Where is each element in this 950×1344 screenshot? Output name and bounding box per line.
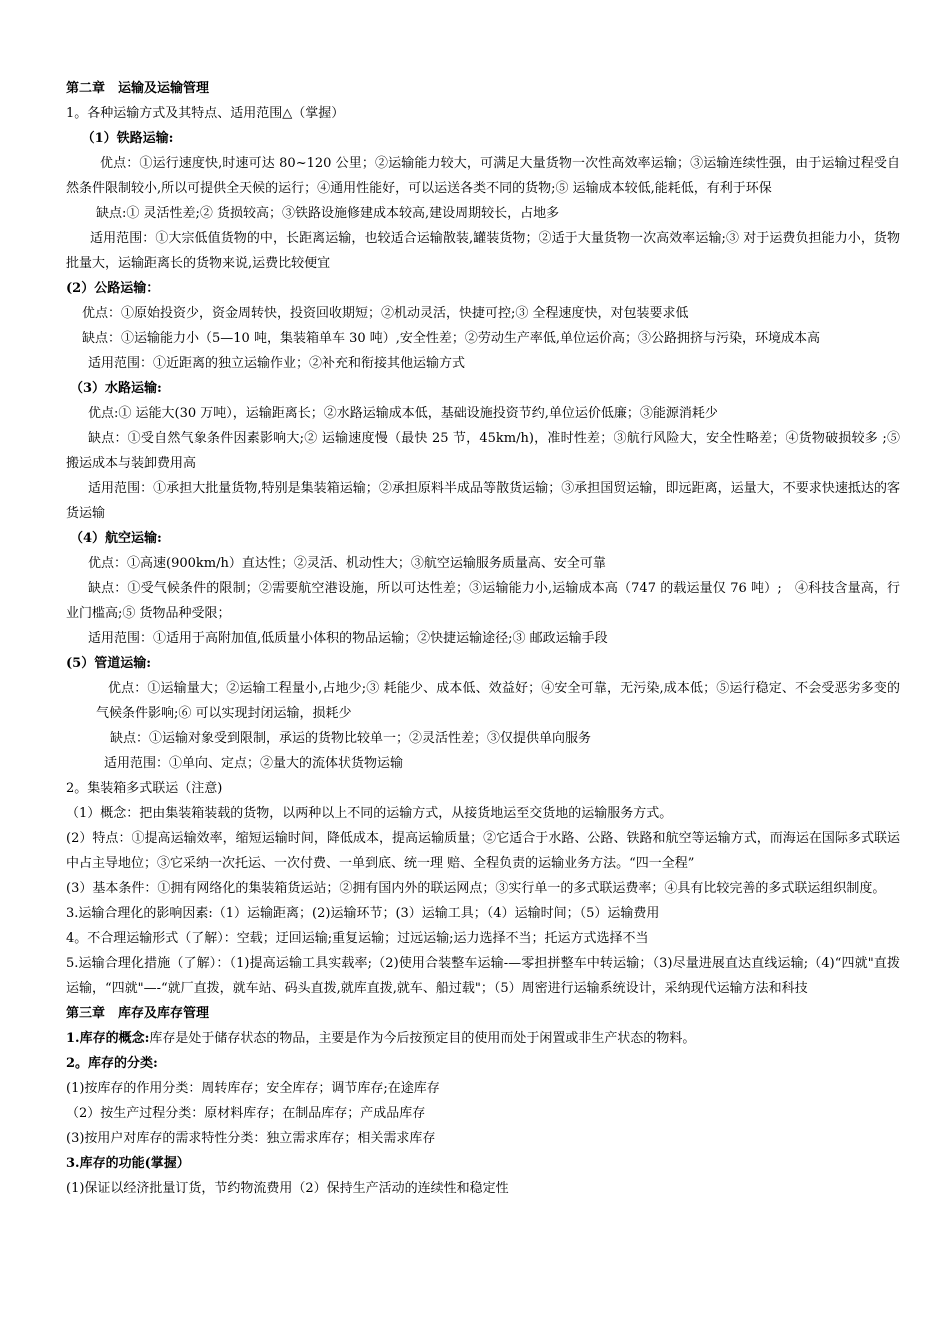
chapter-3-title: 第三章 库存及库存管理 xyxy=(66,1006,210,1021)
section-2-5: 5.运输合理化措施（了解）：（1)提高运输工具实载率;（2)使用合装整车运输-—零担拼整车中转运输；（3)尽量进展直达直线运输;（4)“四就"直拨运输，“四就"—-“就厂直拨，就车站、码头直拨,就库直拨,就车、船过载"；（5）周密进行运输系统设计，采纳现代运输方法和科技 xyxy=(66,956,900,996)
water-disadvantages: 缺点：①受自然气象条件因素影响大;② 运输速度慢（最快 25 节，45km/h)，准时性差；③航行风险大，安全性略差；④货物破损较多 ;⑤ 搬运成本与装卸费用高 xyxy=(66,431,900,471)
section-2-2-title: 2。集装箱多式联运（注意) xyxy=(66,781,223,796)
pipe-scope: 适用范围：①单向、定点；②量大的流体状货物运输 xyxy=(104,756,404,771)
water-heading: （3）水路运输: xyxy=(70,381,162,396)
document-page xyxy=(66,76,900,1201)
chapter-2-title: 第二章 运输及运输管理 xyxy=(66,81,210,96)
inventory-class-c: (3)按用户对库存的需求特性分类：独立需求库存；相关需求库存 xyxy=(66,1131,436,1146)
pipe-disadvantages: 缺点：①运输对象受到限制，承运的货物比较单一；②灵活性差；③仅提供单向服务 xyxy=(110,731,592,746)
pipe-advantages: 优点：①运输量大；②运输工程量小,占地少;③ 耗能少、成本低、效益好；④安全可靠，无污染,成本低；⑤运行稳定、不会受恶劣多变的气候条件影响;⑥ 可以实现封闭运输，损耗少 xyxy=(96,681,900,721)
road-advantages: 优点：①原始投资少，资金周转快，投资回收期短；②机动灵活，快捷可控;③ 全程速度快，对包装要求低 xyxy=(82,306,689,321)
section-3-3-title: 3.库存的功能(掌握） xyxy=(66,1156,190,1171)
section-2-1-title: 1。各种运输方式及其特点、适用范围△（掌握） xyxy=(66,106,345,121)
water-advantages: 优点:① 运能大(30 万吨），运输距离长；②水路运输成本低，基础设施投资节约,单位运价低廉；③能源消耗少 xyxy=(88,406,718,421)
rail-disadvantages: 缺点:① 灵活性差;② 货损较高；③铁路设施修建成本较高,建设周期较长，占地多 xyxy=(96,206,560,221)
road-scope: 适用范围：①近距离的独立运输作业；②补充和衔接其他运输方式 xyxy=(88,356,466,371)
inventory-class-a: (1)按库存的作用分类：周转库存；安全库存；调节库存;在途库存 xyxy=(66,1081,440,1096)
inventory-function-a: (1)保证以经济批量订货，节约物流费用（2）保持生产活动的连续性和稳定性 xyxy=(66,1181,509,1196)
multimodal-concept: （1）概念：把由集装箱装载的货物，以两种以上不同的运输方式，从接货地运至交货地的运输服务方式。 xyxy=(66,806,673,821)
section-2-3: 3.运输合理化的影响因素:（1）运输距离；(2)运输环节；(3）运输工具；（4）运输时间；（5）运输费用 xyxy=(66,906,660,921)
rail-heading: （1）铁路运输: xyxy=(81,131,174,146)
pipe-heading: (5）管道运输: xyxy=(66,656,151,671)
section-3-2-title: 2。库存的分类: xyxy=(66,1056,158,1071)
multimodal-conditions: (3）基本条件：①拥有网络化的集装箱货运站；②拥有国内外的联运网点；③实行单一的多式联运费率；④具有比较完善的多式联运组织制度。 xyxy=(66,881,886,896)
air-disadvantages: 缺点：①受气候条件的限制；②需要航空港设施，所以可达性差；③运输能力小,运输成本高（747 的载运量仅 76 吨）; ④科技含量高，行业门槛高;⑤ 货物品种受限； xyxy=(66,581,900,621)
air-heading: （4）航空运输: xyxy=(70,531,162,546)
section-3-1-text: 库存是处于储存状态的物品，主要是作为今后按预定目的使用而处于闲置或非生产状态的物料。 xyxy=(149,1031,696,1046)
inventory-class-b: （2）按生产过程分类：原材料库存；在制品库存；产成品库存 xyxy=(66,1106,426,1121)
road-disadvantages: 缺点：①运输能力小（5—10 吨，集装箱单车 30 吨）,安全性差；②劳动生产率低,单位运价高；③公路拥挤与污染，环境成本高 xyxy=(82,331,821,346)
section-3-1 xyxy=(66,1026,900,1051)
air-advantages: 优点：①高速(900km/h）直达性；②灵活、机动性大；③航空运输服务质量高、安全可靠 xyxy=(88,556,606,571)
road-heading: (2）公路运输： xyxy=(66,281,160,296)
section-2-4: 4。不合理运输形式（了解）：空载；迂回运输;重复运输；过远运输;运力选择不当；托运方式选择不当 xyxy=(66,931,649,946)
multimodal-features: (2）特点：①提高运输效率，缩短运输时间，降低成本，提高运输质量；②它适合于水路、公路、铁路和航空等运输方式，而海运在国际多式联运中占主导地位；③它采纳一次托运、一次付费、一单到底、统一理 赔、全程负责的运输业务方法。“四一全程” xyxy=(66,831,900,871)
rail-advantages: 优点：①运行速度快,时速可达 80~120 公里；②运输能力较大，可满足大量货物一次性高效率运输；③运输连续性强，由于运输过程受自然条件限制较小,所以可提供全天候的运行；④通用性能好，可以运送各类不同的货物;⑤ 运输成本较低,能耗低，有利于环保 xyxy=(66,156,900,196)
rail-scope: 适用范围：①大宗低值货物的中，长距离运输，也较适合运输散装,罐装货物；②适于大量货物一次高效率运输;③ 对于运费负担能力小，货物批量大，运输距离长的货物来说,运费比较便宜 xyxy=(66,231,900,271)
air-scope: 适用范围：①适用于高附加值,低质量小体积的物品运输；②快捷运输途径;③ 邮政运输手段 xyxy=(88,631,608,646)
water-scope: 适用范围：①承担大批量货物,特别是集装箱运输；②承担原料半成品等散货运输；③承担国贸运输，即远距离，运量大，不要求快速抵达的客货运输 xyxy=(66,481,900,521)
section-3-1-label: 1.库存的概念: xyxy=(66,1031,150,1046)
